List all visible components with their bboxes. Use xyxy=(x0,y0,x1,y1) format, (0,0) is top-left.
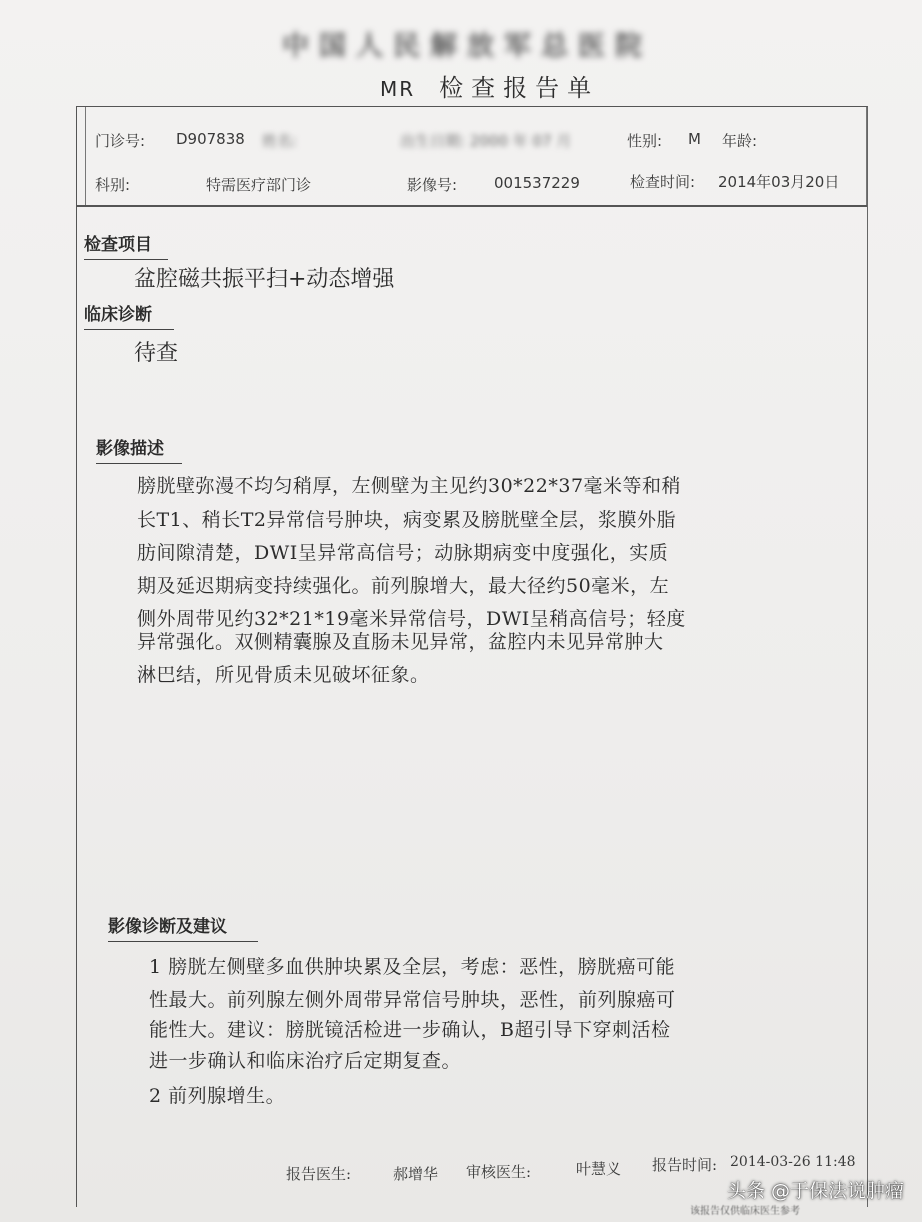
imaging-desc-title: 影像描述 xyxy=(96,434,182,464)
patient-name-label: 姓名: xyxy=(262,132,298,150)
imaging-dx-line: 1 膀胱左侧壁多血供肿块累及全层，考虑：恶性，膀胱癌可能 xyxy=(149,956,676,978)
imaging-desc-line: 淋巴结，所见骨质未见破坏征象。 xyxy=(137,664,430,686)
exam-time-label: 检查时间: xyxy=(630,173,696,191)
report-doctor-label: 报告医生: xyxy=(286,1165,352,1183)
clinical-dx-title: 临床诊断 xyxy=(84,300,174,330)
exam-time-value: 2014年03月20日 xyxy=(718,173,840,191)
dept-label: 科别: xyxy=(95,176,131,194)
report-title-mr: MR xyxy=(380,77,416,101)
clinic-no-value: D907838 xyxy=(176,130,245,148)
imaging-dx-line: 进一步确认和临床治疗后定期复查。 xyxy=(149,1050,462,1072)
imaging-desc-line: 长T1、稍长T2异常信号肿块，病变累及膀胱壁全层，浆膜外脂 xyxy=(137,509,677,531)
gender-label: 性别: xyxy=(627,132,663,150)
imaging-dx-title: 影像诊断及建议 xyxy=(108,912,258,942)
imaging-dx-line: 性最大。前列腺左侧外周带异常信号肿块，恶性，前列腺癌可 xyxy=(149,989,676,1011)
imaging-desc-line: 期及延迟期病变持续强化。前列腺增大，最大径约50毫米，左 xyxy=(137,575,670,597)
imaging-desc-line: 膀胱壁弥漫不均匀稍厚，左侧壁为主见约30*22*37毫米等和稍 xyxy=(137,475,682,497)
birth-date: 出生日期: 2000 年 07 月 xyxy=(400,132,572,150)
report-time-label: 报告时间: xyxy=(652,1156,718,1174)
clinical-dx-value: 待查 xyxy=(134,341,179,366)
imaging-dx-line: 能性大。建议：膀胱镜活检进一步确认，B超引导下穿刺活检 xyxy=(149,1019,671,1041)
image-no-label: 影像号: xyxy=(407,176,458,194)
imaging-dx-line: 2 前列腺增生。 xyxy=(149,1085,286,1107)
gender-value: M xyxy=(688,130,701,148)
report-note: 该报告仅供临床医生参考 xyxy=(690,1206,800,1217)
clinic-no-label: 门诊号: xyxy=(95,132,146,150)
report-title xyxy=(380,68,599,103)
image-no-value: 001537229 xyxy=(494,174,580,192)
dept-value: 特需医疗部门诊 xyxy=(206,176,312,194)
imaging-desc-line: 异常强化。双侧精囊腺及直肠未见异常，盆腔内未见异常肿大 xyxy=(137,631,664,653)
imaging-desc-line: 肪间隙清楚，DWI呈异常高信号；动脉期病变中度强化，实质 xyxy=(137,542,669,564)
hospital-name: 中国人民解放军总医院 xyxy=(282,31,652,62)
header-divider xyxy=(77,205,867,207)
report-time-value: 2014-03-26 11:48 xyxy=(730,1154,856,1170)
imaging-desc-line: 侧外周带见约32*21*19毫米异常信号，DWI呈稍高信号；轻度 xyxy=(137,608,686,630)
exam-item-value: 盆腔磁共振平扫+动态增强 xyxy=(134,267,395,292)
report-doctor-name: 郝增华 xyxy=(393,1165,439,1183)
age-label: 年龄: xyxy=(722,132,758,150)
review-doctor-name: 叶慧义 xyxy=(576,1160,622,1178)
exam-item-title: 检查项目 xyxy=(84,230,168,260)
review-doctor-label: 审核医生: xyxy=(466,1163,532,1181)
watermark: 头条 @于保法说肿瘤 xyxy=(726,1180,904,1202)
report-title-main: 检查报告单 xyxy=(439,74,600,102)
